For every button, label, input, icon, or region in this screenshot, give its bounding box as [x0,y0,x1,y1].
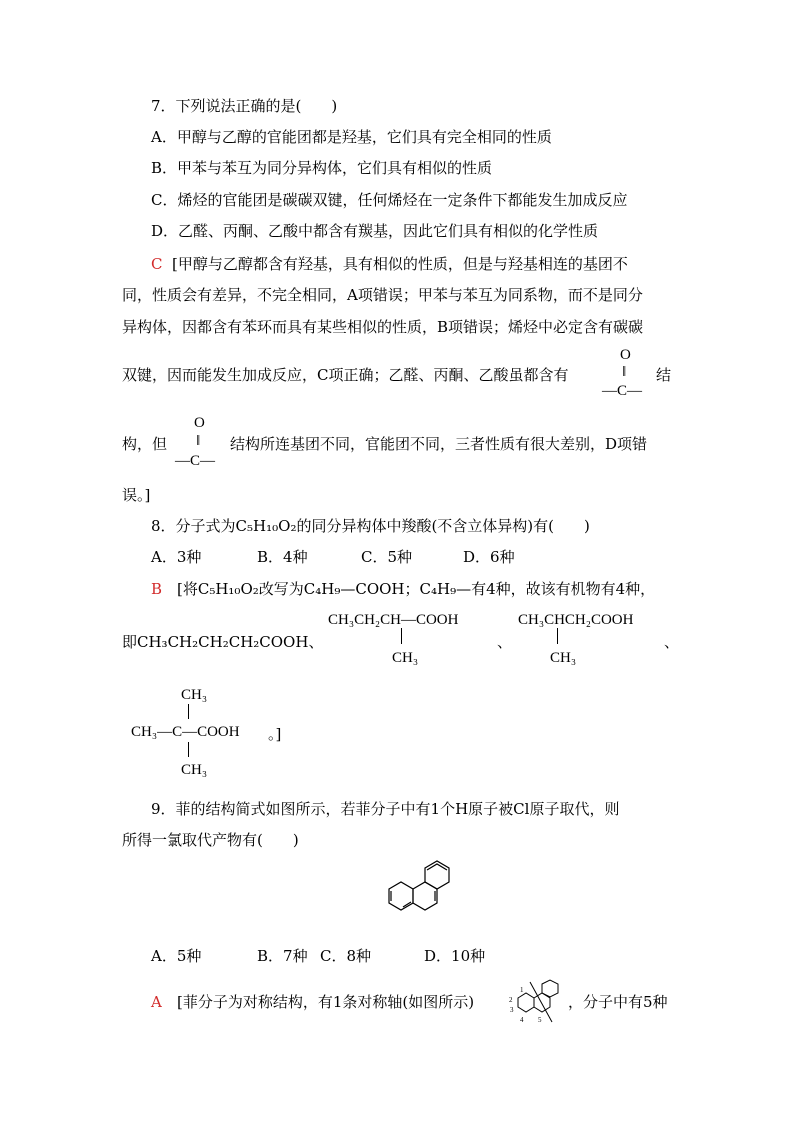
struct2-main: CH₃CHCH₂COOH [518,612,634,628]
carbonyl-o-2: O [194,415,205,431]
q8-option-d: D．6种 [463,548,515,566]
q9-option-d: D．10种 [424,947,486,965]
carbonyl-c: —C— [602,383,643,399]
carbonyl-double-bond: ‖ [622,364,627,380]
struct2-bond [557,628,558,644]
q7-explain-line7: 误。] [122,486,151,504]
q7-answer: C [151,255,163,273]
struct3-main: CH₃—C—COOH [131,724,240,740]
sym-label-2: 2 [509,996,513,1004]
q7-option-d: D．乙醛、丙酮、乙酸中都含有羰基，因此它们具有相似的化学性质 [151,222,599,240]
carbonyl-c-2: —C— [175,453,216,469]
struct3-bond-bottom [188,742,189,757]
struct1-bond [401,628,402,644]
sym-label-5: 5 [538,1016,542,1024]
sym-label-4: 4 [520,1016,524,1024]
q8-explain-line1: [将C₅H₁₀O₂改写为C₄H₉—COOH；C₄H₉—有4种，故该有机物有4种， [177,580,656,598]
struct3-top: CH₃ [181,687,208,703]
q8-answer: B [151,580,163,598]
q7-explain-line5: 构，但 [122,435,168,453]
q9-option-b: B．7种 [257,947,308,965]
q7-explain-jie: 结 [656,366,672,384]
q8-option-c: C．5种 [361,548,413,566]
q9-explain-end: ，分子中有5种 [568,993,668,1011]
struct3-end: 。] [268,725,282,743]
q7-option-a: A．甲醇与乙醇的官能团都是羟基，它们具有完全相同的性质 [151,128,552,146]
phenanthrene-symmetry-figure [506,978,568,1028]
q7-explain-line3: 异构体，因都含有苯环而具有某些相似的性质，B项错误；烯烃中必定含有碳碳 [122,318,644,336]
q9-stem-line2: 所得一氯取代产物有( ) [122,831,299,849]
struct1-separator: 、 [497,633,513,651]
sym-label-3: 3 [510,1006,514,1014]
phenanthrene-structure-figure [368,858,462,930]
q7-option-b: B．甲苯与苯互为同分异构体，它们具有相似的性质 [151,159,493,177]
sym-label-1: 1 [520,986,524,994]
q9-stem-line1: 9．菲的结构简式如图所示，若菲分子中有1个H原子被Cl原子取代，则 [151,800,620,818]
struct1-main: CH₃CH₂CH—COOH [328,612,459,628]
carbonyl-o: O [620,347,631,363]
q7-stem: 7．下列说法正确的是( ) [151,97,338,115]
q8-stem: 8．分子式为C₅H₁₀O₂的同分异构体中羧酸(不含立体异构)有( ) [151,517,590,535]
q7-explain-line1: [甲醇与乙醇都含有羟基，具有相似的性质，但是与羟基相连的基团不 [172,255,628,273]
q9-option-a: A．5种 [151,947,202,965]
q9-answer: A [151,993,162,1011]
q9-explain: [菲分子为对称结构，有1条对称轴(如图所示) [177,993,475,1011]
q8-option-b: B．4种 [257,548,308,566]
struct2-sub: CH₃ [550,650,577,666]
q8-option-a: A．3种 [151,548,202,566]
q7-explain-line6: 结构所连基团不同，官能团不同，三者性质有很大差别，D项错 [230,435,648,453]
q7-explain-line2: 同，性质会有差异，不完全相同，A项错误；甲苯与苯互为同系物，而不是同分 [122,286,643,304]
q7-option-c: C．烯烃的官能团是碳碳双键，任何烯烃在一定条件下都能发生加成反应 [151,191,628,209]
struct3-bond-top [188,704,189,719]
q7-explain-line4: 双键，因而能发生加成反应，C项正确；乙醛、丙酮、乙酸虽都含有 [122,366,569,384]
q9-option-c: C．8种 [320,947,372,965]
carbonyl-double-bond-2: ‖ [196,433,201,449]
q8-explain-line2: 即CH₃CH₂CH₂CH₂COOH、 [122,633,324,651]
struct1-sub: CH₃ [392,650,419,666]
struct2-separator: 、 [664,633,680,651]
struct3-bottom: CH₃ [181,762,208,778]
